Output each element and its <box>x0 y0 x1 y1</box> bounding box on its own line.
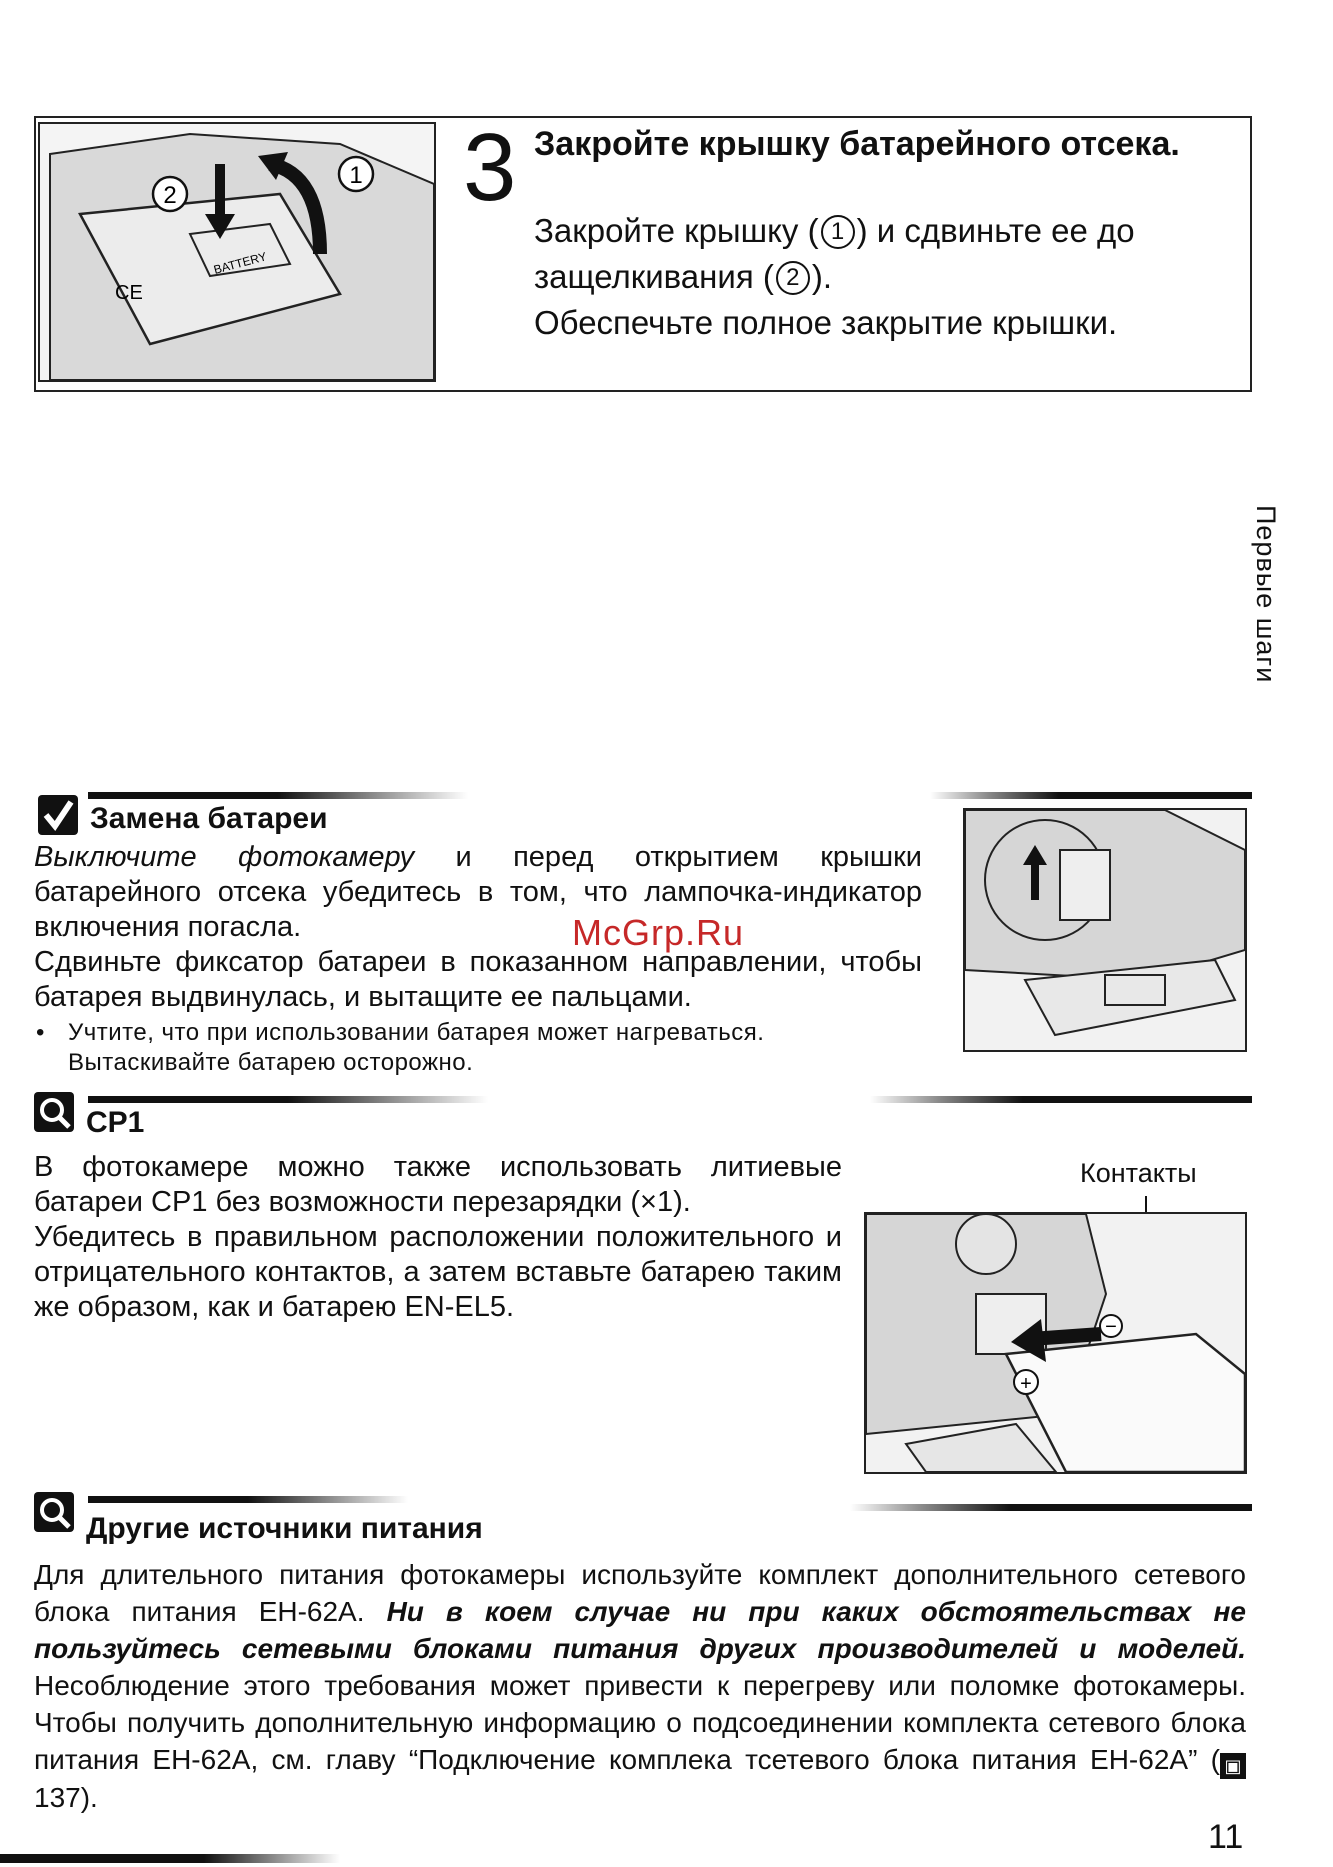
note-icon <box>34 1492 74 1532</box>
step-number: 3 <box>463 114 517 221</box>
checkmark-icon <box>38 795 78 835</box>
marker-2-icon: 2 <box>776 261 810 295</box>
chapter-side-label: Первые шаги <box>1251 505 1281 684</box>
contacts-label: Контакты <box>1080 1158 1197 1188</box>
bottom-edge-bar <box>0 1854 340 1863</box>
section-rule-left <box>88 1096 488 1103</box>
battery-removal-illustration <box>963 808 1247 1052</box>
svg-text:1: 1 <box>349 162 363 189</box>
page-ref-icon: ▣ <box>1220 1753 1246 1779</box>
svg-text:2: 2 <box>163 182 177 209</box>
battery-replace-text: Выключите фотокамеру и перед открытием крышки батарейного отсека убедитесь в том, что лампочка-индикатор включения погасла. Сдвиньте фиксатор батареи в показанном направлении, чтобы батарея выдвинулась, и вытащите ее пальцами. <box>34 841 923 1013</box>
cp1-text: В фотокамере можно также использовать литиевые батареи CP1 без возможности перезарядки (×1). Убедитесь в правильном расположении положительного и отрицательного контактов, а затем вставьте батарею таким же образом, как и батарею EN-EL5. <box>34 1151 842 1323</box>
close-battery-cover-illustration <box>38 122 436 382</box>
power-sources-text: Для длительного питания фотокамеры используйте комплект дополнительного сетевого блока питания EH-62A. Ни в коем случае ни при каких обстоятельствах не пользуйтесь сетевыми блоками питания других производителей и моделей. Несоблюдение этого требования может привести к перегреву или поломке фотокамеры. Чтобы получить дополнительную информацию о подсоединении комплекта сетевого блока питания EH-62A, см. главу “Подключение комплека тсетевого блока питания EH-62A” ( ▣137). <box>34 1559 1246 1813</box>
step-instructions: Закройте крышку ( 1 ) и сдвиньте ее до защелкивания ( 2 ). Обеспечьте полное закрытие крышки. <box>534 212 1135 341</box>
svg-text:−: − <box>1105 1316 1117 1338</box>
battery-cover-text: BATTERY <box>212 249 269 277</box>
section-rule-left <box>88 1496 408 1503</box>
battery-warning-text: Учтите, что при использовании батарея может нагреваться. Вытаскивайте батарею осторожно. <box>68 1019 765 1076</box>
section-rule-right <box>870 1096 1252 1103</box>
svg-text:+: + <box>1020 1373 1032 1395</box>
bullet-icon: • <box>36 1019 45 1046</box>
step-note: Обеспечьте полное закрытие крышки. <box>534 304 1118 341</box>
page-ref-number: 137 <box>34 1782 81 1813</box>
note-icon <box>34 1092 74 1132</box>
power-sources-title: Другие источники питания <box>86 1512 483 1545</box>
watermark-text: McGrp.Ru <box>572 912 745 953</box>
section-rule-left <box>88 792 468 799</box>
section-rule-right <box>930 792 1252 799</box>
cp1-insert-illustration <box>864 1212 1247 1474</box>
marker-1-icon: 1 <box>821 215 855 249</box>
battery-replace-title: Замена батареи <box>90 802 328 835</box>
cp1-title: CP1 <box>86 1106 145 1139</box>
section-rule-right <box>850 1504 1252 1511</box>
ce-mark-text: CE <box>115 282 143 304</box>
step-title: Закройте крышку батарейного отсека. <box>534 125 1180 163</box>
step-3-box <box>34 116 1252 392</box>
page-number: 11 <box>1208 1818 1244 1856</box>
